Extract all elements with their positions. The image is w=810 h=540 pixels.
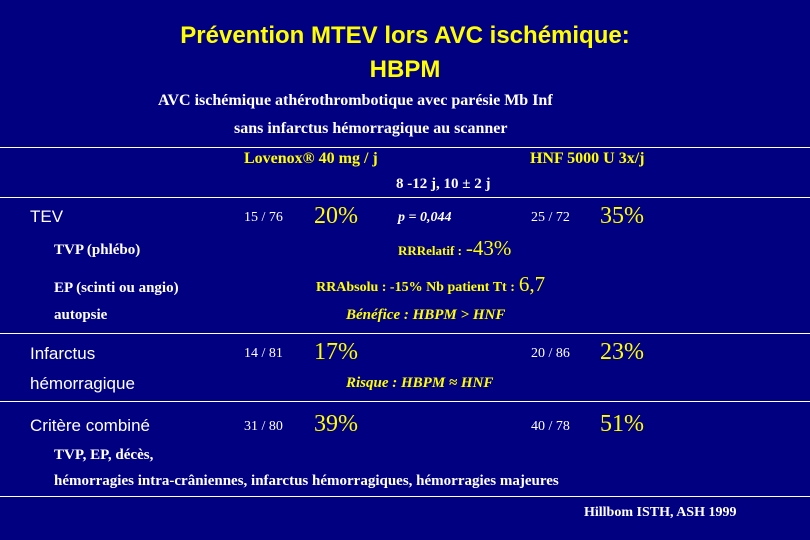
critere-lovenox-percent: 39% bbox=[314, 411, 358, 437]
footnote-line1: TVP, EP, décès, bbox=[54, 447, 154, 463]
subtitle-line1: AVC ischémique athérothrombotique avec parésie Mb Inf bbox=[158, 92, 553, 109]
tev-hnf-fraction: 25 / 72 bbox=[531, 210, 570, 225]
divider-header bbox=[0, 197, 810, 198]
rrr-value: -43% bbox=[465, 236, 512, 260]
slide-title-line2: HBPM bbox=[369, 56, 441, 83]
infarctus-hnf-fraction: 20 / 86 bbox=[531, 346, 570, 361]
tev-lovenox-fraction: 15 / 76 bbox=[244, 210, 283, 225]
rrr-group bbox=[398, 236, 511, 261]
rrr-label: RRRelatif : bbox=[398, 243, 462, 258]
duration-label: 8 -12 j, 10 ± 2 j bbox=[396, 176, 491, 192]
divider-top bbox=[0, 147, 810, 148]
rra-value: 6,7 bbox=[518, 272, 546, 296]
column-header-lovenox: Lovenox® 40 mg / j bbox=[244, 150, 378, 167]
row-label-critere: Critère combiné bbox=[30, 416, 150, 435]
subtitle-line2: sans infarctus hémorragique au scanner bbox=[234, 120, 508, 137]
row-label-tvp: TVP (phlébo) bbox=[54, 242, 141, 258]
tev-pvalue: p = 0,044 bbox=[398, 210, 452, 225]
slide-title-line1: Prévention MTEV lors AVC ischémique: bbox=[180, 22, 630, 49]
benefice-text: Bénéfice : HBPM > HNF bbox=[346, 307, 506, 323]
rra-text: RRAbsolu : -15% Nb patient Tt : bbox=[316, 280, 515, 295]
tev-hnf-percent: 35% bbox=[600, 203, 644, 229]
rra-group bbox=[316, 272, 545, 297]
divider-middle bbox=[0, 333, 810, 334]
citation: Hillbom ISTH, ASH 1999 bbox=[584, 505, 737, 520]
divider-bottom bbox=[0, 496, 810, 497]
infarctus-lovenox-percent: 17% bbox=[314, 339, 358, 365]
infarctus-hnf-percent: 23% bbox=[600, 339, 644, 365]
tev-lovenox-percent: 20% bbox=[314, 203, 358, 229]
critere-hnf-percent: 51% bbox=[600, 411, 644, 437]
column-header-hnf: HNF 5000 U 3x/j bbox=[530, 150, 645, 167]
row-label-tev: TEV bbox=[30, 207, 64, 226]
row-label-infarctus: Infarctus bbox=[30, 344, 96, 363]
row-label-ep: EP (scinti ou angio) bbox=[54, 280, 179, 296]
footnote-line2: hémorragies intra-crâniennes, infarctus hémorragiques, hémorragies majeures bbox=[54, 473, 559, 489]
critere-lovenox-fraction: 31 / 80 bbox=[244, 419, 283, 434]
risque-text: Risque : HBPM ≈ HNF bbox=[346, 375, 494, 391]
critere-hnf-fraction: 40 / 78 bbox=[531, 419, 570, 434]
row-label-autopsie: autopsie bbox=[54, 307, 108, 323]
row-label-hemorragique: hémorragique bbox=[30, 374, 135, 393]
divider-lower bbox=[0, 401, 810, 402]
infarctus-lovenox-fraction: 14 / 81 bbox=[244, 346, 283, 361]
